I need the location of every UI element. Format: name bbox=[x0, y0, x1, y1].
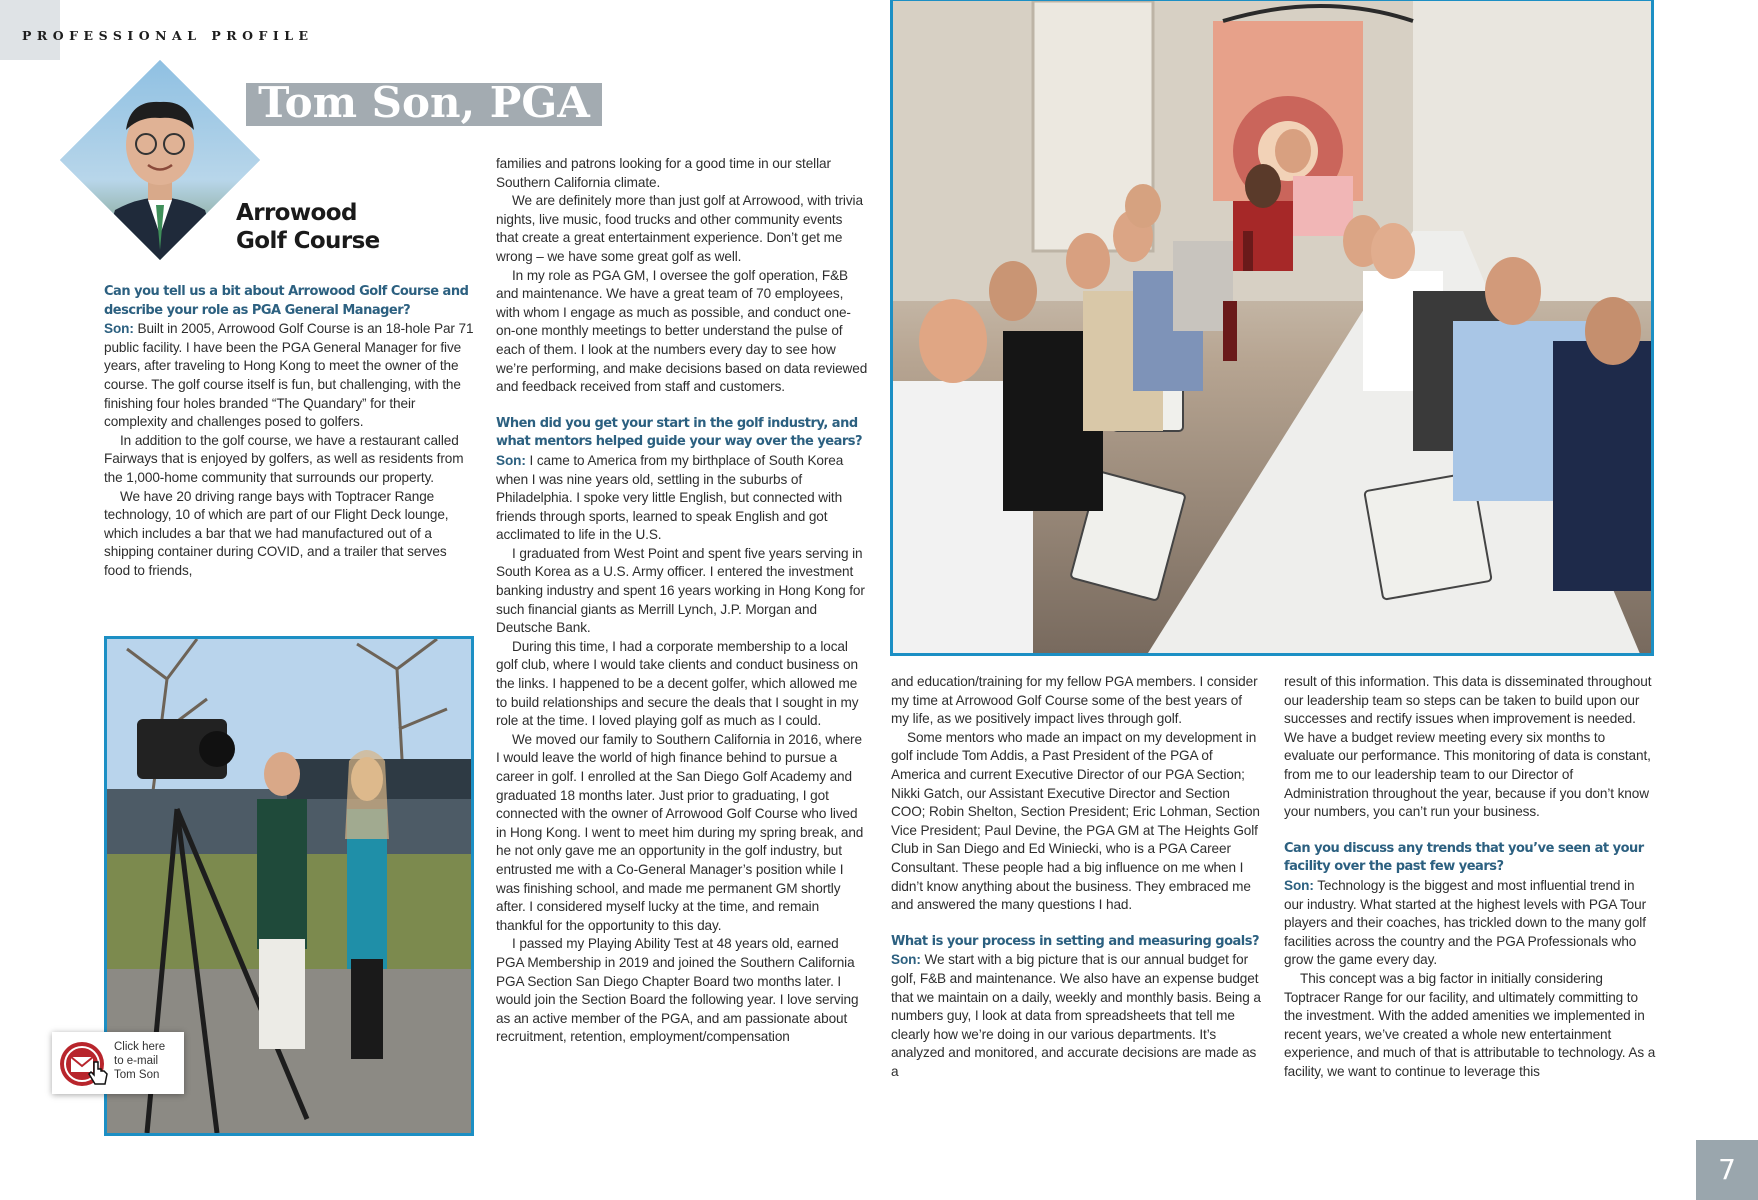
section-kicker: PROFESSIONAL PROFILE bbox=[22, 28, 314, 43]
club-name bbox=[236, 199, 380, 255]
body-paragraph: We moved our family to Southern California in 2016, where I would leave the world of high finance behind to pursue a career in golf. I enrolled at the San Diego Golf Academy and graduated 18 months later. Just prior to graduating, I got connected with the owner of Arrowood Golf Course who lived in Hong Kong. I went to meet him during my spring break, and he not only gave me an opportunity in the golf industry, but entrusted me with a Co-General Manager’s position while I was finishing school, and made me permanent GM shortly after. I considered myself lucky at the time, and remain thankful for the opportunity to this day. bbox=[496, 731, 864, 933]
headshot-photo bbox=[60, 60, 260, 260]
article-column-2 bbox=[496, 155, 868, 1047]
body-paragraph: I passed my Playing Ability Test at 48 years old, earned PGA Membership in 2019 and joined the Southern California PGA Section San Diego Chapter Board two months later. I would join the Section Board the following year. I love serving as an active member of the PGA, and am passionate about recruitment, retention, employment/compensation bbox=[496, 936, 859, 1045]
article-column-4 bbox=[1284, 673, 1656, 1081]
question-heading: What is your process in setting and measuring goals? bbox=[891, 933, 1260, 949]
speaker-label: Son: bbox=[104, 321, 134, 337]
question-heading: Can you discuss any trends that you’ve seen at your facility over the past few years? bbox=[1284, 840, 1644, 875]
body-paragraph: Some mentors who made an impact on my development in golf include Tom Addis, a Past President of the PGA of America and current Executive Director of our PGA Section; Nikki Gatch, our Assistant Executive Director and Section COO; Robin Shelton, Section President; Eric Lohman, Section Vice President; Paul Devine, the PGA GM at The Heights Golf Club in San Diego and Ed Winiecki, who is a PGA Career Consultant. These people had a big influence on me when I didn’t know anything about the business. They embraced me and answered the many questions I had. bbox=[891, 729, 1260, 913]
body-paragraph: and education/training for my fellow PGA members. I consider my time at Arrowood Golf Course some of the best years of my life, as we positively impact lives through golf. bbox=[891, 674, 1258, 727]
headshot-diamond bbox=[60, 60, 260, 260]
question-heading: When did you get your start in the golf industry, and what mentors helped guide your way over the years? bbox=[496, 415, 863, 450]
answer-paragraph: Son: We start with a big picture that is our annual budget for golf, F&B and maintenance. We also have an expense budget that we maintain on a daily, weekly and monthly basis. Being a numbers guy, I look at data from spreadsheets that tell me clearly how we’re doing in our various departments. It’s analyzed and monitored, and accurate decisions are made as a bbox=[891, 952, 1261, 1079]
body-paragraph: We are definitely more than just golf at Arrowood, with trivia nights, live music, food trucks and other community events that create a great entertainment experience. Don’t get me wrong – we have some great golf as well. bbox=[496, 193, 863, 264]
club-name-line2: Golf Course bbox=[236, 228, 380, 254]
answer-paragraph: Son: Built in 2005, Arrowood Golf Course is an 18-hole Par 71 public facility. I have been the PGA General Manager for five years, after traveling to Hong Kong to meet the owner of the course. The golf course itself is fun, but challenging, with the finishing four holes branded “The Quandary” for their complexity and challenges posed to golfers. bbox=[104, 321, 474, 430]
body-paragraph: This concept was a big factor in initially considering Toptracer Range for our facility, and ultimately committing to the investment. With the added amenities we implemented in recent years, we’ve created a whole new entertainment experience, and much of that is attributable to technology. As a facility, we want to continue to leverage this bbox=[1284, 970, 1656, 1079]
article-column-3 bbox=[891, 673, 1263, 1081]
body-paragraph: result of this information. This data is disseminated throughout our leadership team so steps can be taken to build upon our successes and rectify issues when improvement is needed. We have a budget review meeting every six months to evaluate our performance. This monitoring of data is constant, from me to our leadership team to our Director of Administration throughout the year, because if you don’t know your numbers, you can’t run your business. bbox=[1284, 674, 1652, 820]
speaker-label: Son: bbox=[891, 952, 921, 968]
club-name-line1: Arrowood bbox=[236, 200, 357, 226]
email-link-button[interactable] bbox=[52, 1032, 184, 1094]
body-paragraph: families and patrons looking for a good time in our stellar Southern California climate. bbox=[496, 156, 831, 190]
article-column-1 bbox=[104, 283, 476, 581]
team-dinner-scene bbox=[893, 1, 1651, 653]
team-dinner-photo bbox=[890, 0, 1654, 656]
email-link-text: Click here to e-mail Tom Son bbox=[114, 1041, 166, 1081]
body-paragraph: We have 20 driving range bays with Toptracer Range technology, 10 of which are part of our Flight Deck lounge, which includes a bar that we had manufactured out of a shipping container during COVID, and a trailer that serves food to friends, bbox=[104, 488, 449, 578]
speaker-label: Son: bbox=[496, 452, 526, 468]
profile-name: Tom Son, PGA bbox=[258, 78, 590, 127]
body-paragraph: I graduated from West Point and spent five years serving in South Korea as a U.S. Army officer. I entered the investment banking industry and spent 16 years working in Hong Kong for such financial giants as Merrill Lynch, J.P. Morgan and Deutsche Bank. bbox=[496, 545, 865, 636]
body-paragraph: In my role as PGA GM, I oversee the golf operation, F&B and maintenance. We have a great team of 70 employees, with whom I engage as much as possible, and conduct one-on-one monthly meetings to better understand the pulse of each of them. I look at the numbers every day to see how we’re performing, and make decisions based on data reviewed and feedback received from staff and customers. bbox=[496, 267, 868, 395]
answer-paragraph: Son: I came to America from my birthplace of South Korea when I was nine years old, settling in the suburbs of Philadelphia. I spoke very little English, but connected with friends through sports, learned to speak English and got acclimated to life in the U.S. bbox=[496, 452, 844, 543]
body-paragraph: In addition to the golf course, we have a restaurant called Fairways that is enjoyed by golfers, as well as residents from the 1,000-home community that surrounds our property. bbox=[104, 432, 464, 485]
answer-paragraph: Son: Technology is the biggest and most influential trend in our industry. What started at the highest levels with PGA Tour players and their coaches, has trickled down to the many golf facilities across the country and the PGA Professionals who grow the game every day. bbox=[1284, 877, 1647, 968]
hand-pointer-icon bbox=[88, 1060, 110, 1086]
question-heading: Can you tell us a bit about Arrowood Golf Course and describe your role as PGA General Manager? bbox=[104, 284, 469, 318]
speaker-label: Son: bbox=[1284, 877, 1314, 893]
body-paragraph: During this time, I had a corporate membership to a local golf club, where I would take clients and conduct business on the links. I happened to be a decent golfer, which allowed me to build relationships and secure the deals that I sought in my role at the time. I loved playing golf as much as I could. bbox=[496, 638, 859, 729]
page-number: 7 bbox=[1696, 1140, 1758, 1200]
